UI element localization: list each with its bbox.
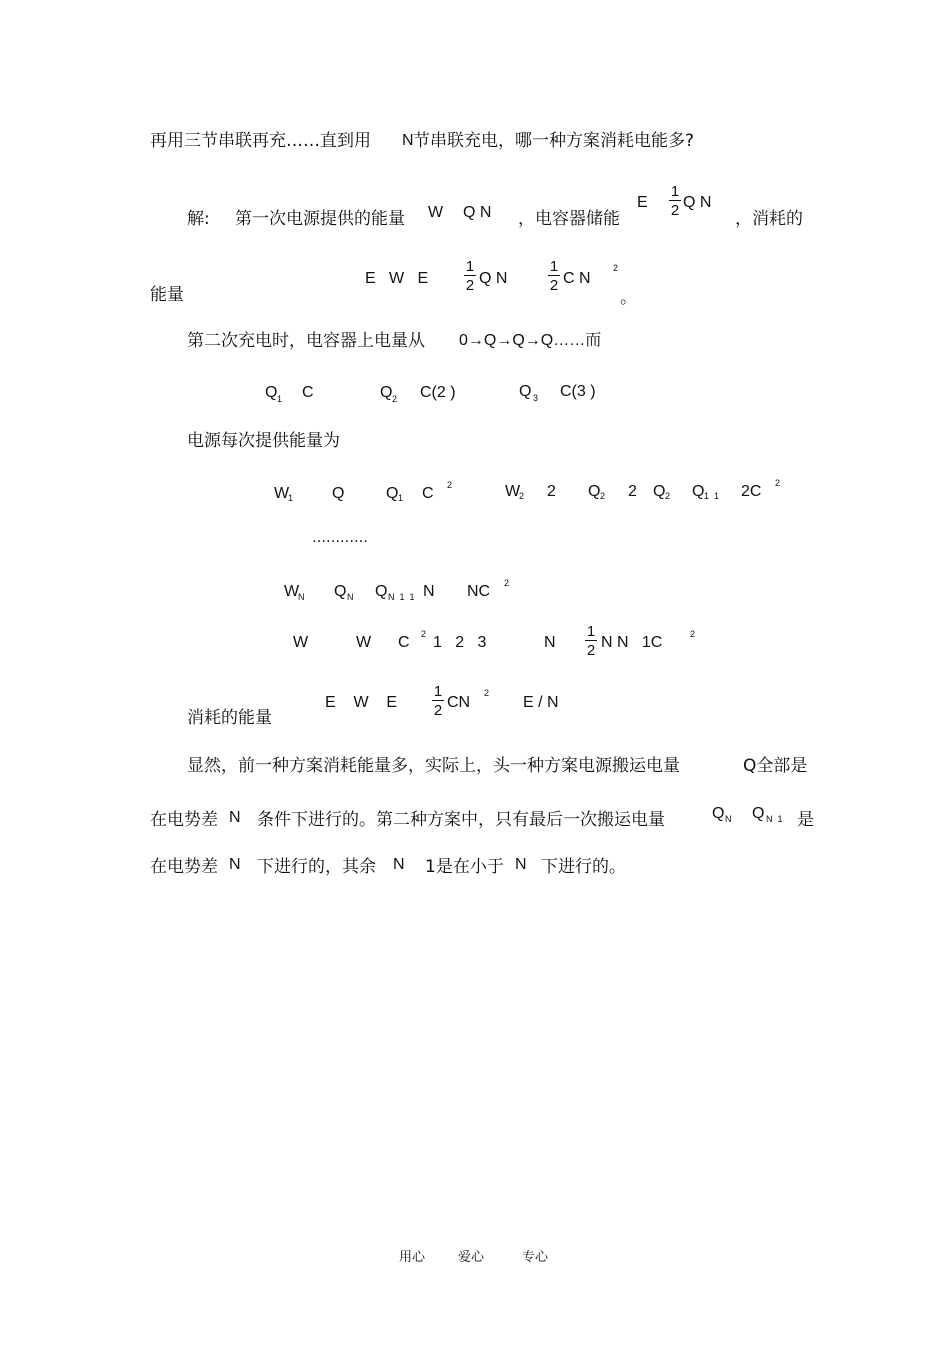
- conclusion-line-1: 显然，前一种方案消耗能量多，实际上，头一种方案电源搬运电量: [187, 756, 680, 776]
- w1-c: C: [422, 485, 434, 502]
- conclusion-3-one: 1是在小于: [425, 857, 504, 877]
- solution-tail: ，消耗的: [735, 209, 803, 229]
- eq3-fraction-2: 1 2: [549, 258, 559, 294]
- cons-ewe: E W E: [325, 694, 398, 711]
- qn-sub: N: [725, 814, 732, 824]
- qn1: Q: [752, 805, 765, 822]
- conclusion-3-n: N: [229, 856, 241, 873]
- w2-sub: 2: [519, 491, 525, 501]
- conclusion-line-2b: 条件下进行的。第二种方案中，只有最后一次搬运电量: [257, 810, 665, 830]
- q2-c: C(2 ): [420, 384, 456, 401]
- eq3-qn: Q N: [479, 270, 508, 287]
- conclusion-2-n: N: [229, 809, 241, 826]
- eq3-cn: C N: [563, 270, 591, 287]
- q1-c: C: [302, 384, 314, 401]
- w2-q1-sub: 1 1: [704, 491, 720, 501]
- solution-label: 解:: [187, 209, 210, 229]
- wsum-sup: 2: [421, 629, 427, 639]
- w2-two: 2: [547, 483, 556, 500]
- wsum-nn: N N 1C: [601, 634, 663, 651]
- footer-text-3: 专心: [522, 1250, 549, 1265]
- cons-sup: 2: [484, 688, 490, 698]
- footer-text-1: 用心: [399, 1250, 426, 1265]
- wsum-fraction: 1 2: [586, 623, 596, 659]
- text-line-1-tail: 节串联充电，哪一种方案消耗电能多?: [413, 131, 695, 151]
- w2-q2: Q: [588, 483, 601, 500]
- w1: W: [274, 485, 290, 502]
- w2-q1: Q: [692, 483, 705, 500]
- wsum-sup2: 2: [690, 629, 696, 639]
- wsum-c: C: [398, 634, 410, 651]
- w2-q2-sub: 2: [600, 491, 606, 501]
- conclusion-line-3a: 在电势差: [150, 857, 218, 877]
- eq3-ewe: E W E: [365, 270, 429, 287]
- wn-sup: 2: [504, 578, 510, 588]
- second-charge-seq: 0→Q→Q→Q……而: [459, 332, 602, 349]
- ellipsis-line: …………: [312, 530, 368, 546]
- eq2-qn: Q N: [683, 194, 712, 211]
- q1-sub: 1: [277, 394, 283, 404]
- wn-q2: Q: [375, 583, 388, 600]
- footer-text-2: 爱心: [458, 1250, 485, 1265]
- q2: Q: [380, 384, 393, 401]
- q3: Q: [519, 383, 532, 400]
- wn-n: N: [423, 583, 435, 600]
- energy-label: 能量: [150, 285, 184, 305]
- w1-sub: 1: [288, 493, 294, 503]
- wn-nc: NC: [467, 583, 491, 600]
- cons-fraction: 1 2: [433, 683, 443, 719]
- supply-label: 电源每次提供能量为: [187, 431, 340, 451]
- wn: W: [284, 583, 300, 600]
- eq3-sup: 2: [613, 263, 619, 273]
- w2-q2b-sub: 2: [665, 491, 671, 501]
- wsum-w2: W: [356, 634, 372, 651]
- w1-q1: Q: [386, 485, 399, 502]
- wn-sub: N: [298, 592, 305, 602]
- w2-two-b: 2: [628, 483, 637, 500]
- var-n: N: [402, 132, 414, 149]
- solution-text: 第一次电源提供的能量: [235, 209, 405, 229]
- second-charge-text: 第二次充电时，电容器上电量从: [187, 331, 425, 351]
- q2-sub: 2: [392, 394, 398, 404]
- eq1-w: W: [428, 204, 444, 221]
- conclusion-line-3b: 下进行的，其余: [257, 857, 376, 877]
- eq1-qn: Q N: [463, 204, 492, 221]
- q3-sub: 3: [533, 393, 539, 403]
- cons-en: E / N: [523, 694, 559, 711]
- text-line-1: 再用三节串联再充……直到用: [150, 131, 371, 151]
- eq2-fraction: 1 2: [670, 183, 680, 219]
- w2: W: [505, 483, 521, 500]
- period: 。: [620, 288, 637, 308]
- wsum-n: N: [544, 634, 556, 651]
- q1: Q: [265, 384, 278, 401]
- solution-mid: ，电容器储能: [518, 209, 620, 229]
- wsum-w: W: [293, 634, 309, 651]
- eq2-e: E: [637, 194, 648, 211]
- wn-q: Q: [334, 583, 347, 600]
- wsum-123: 1 2 3: [433, 634, 487, 651]
- w2-2c: 2C: [741, 483, 762, 500]
- qn1-sub: N 1: [766, 814, 783, 824]
- conclusion-line-2c: 是: [797, 810, 814, 830]
- eq3-fraction-1: 1 2: [465, 258, 475, 294]
- conclusion-3-n3: N: [515, 856, 527, 873]
- w1-q: Q: [332, 485, 345, 502]
- wn-q-sub: N: [347, 592, 354, 602]
- w2-q2b: Q: [653, 483, 666, 500]
- w1-sup: 2: [447, 480, 453, 490]
- cons-cn: CN: [447, 694, 471, 711]
- conclusion-3-n2: N: [393, 856, 405, 873]
- conclusion-line-1-q: Q全部是: [743, 756, 808, 776]
- conclusion-line-2a: 在电势差: [150, 810, 218, 830]
- qn: Q: [712, 805, 725, 822]
- w1-q1-sub: 1: [398, 493, 404, 503]
- w2-sup: 2: [775, 478, 781, 488]
- q3-c: C(3 ): [560, 383, 596, 400]
- conclusion-line-3c: 下进行的。: [541, 857, 626, 877]
- consumed-label: 消耗的能量: [187, 708, 272, 728]
- wn-q2-sub: N 1 1: [388, 592, 415, 602]
